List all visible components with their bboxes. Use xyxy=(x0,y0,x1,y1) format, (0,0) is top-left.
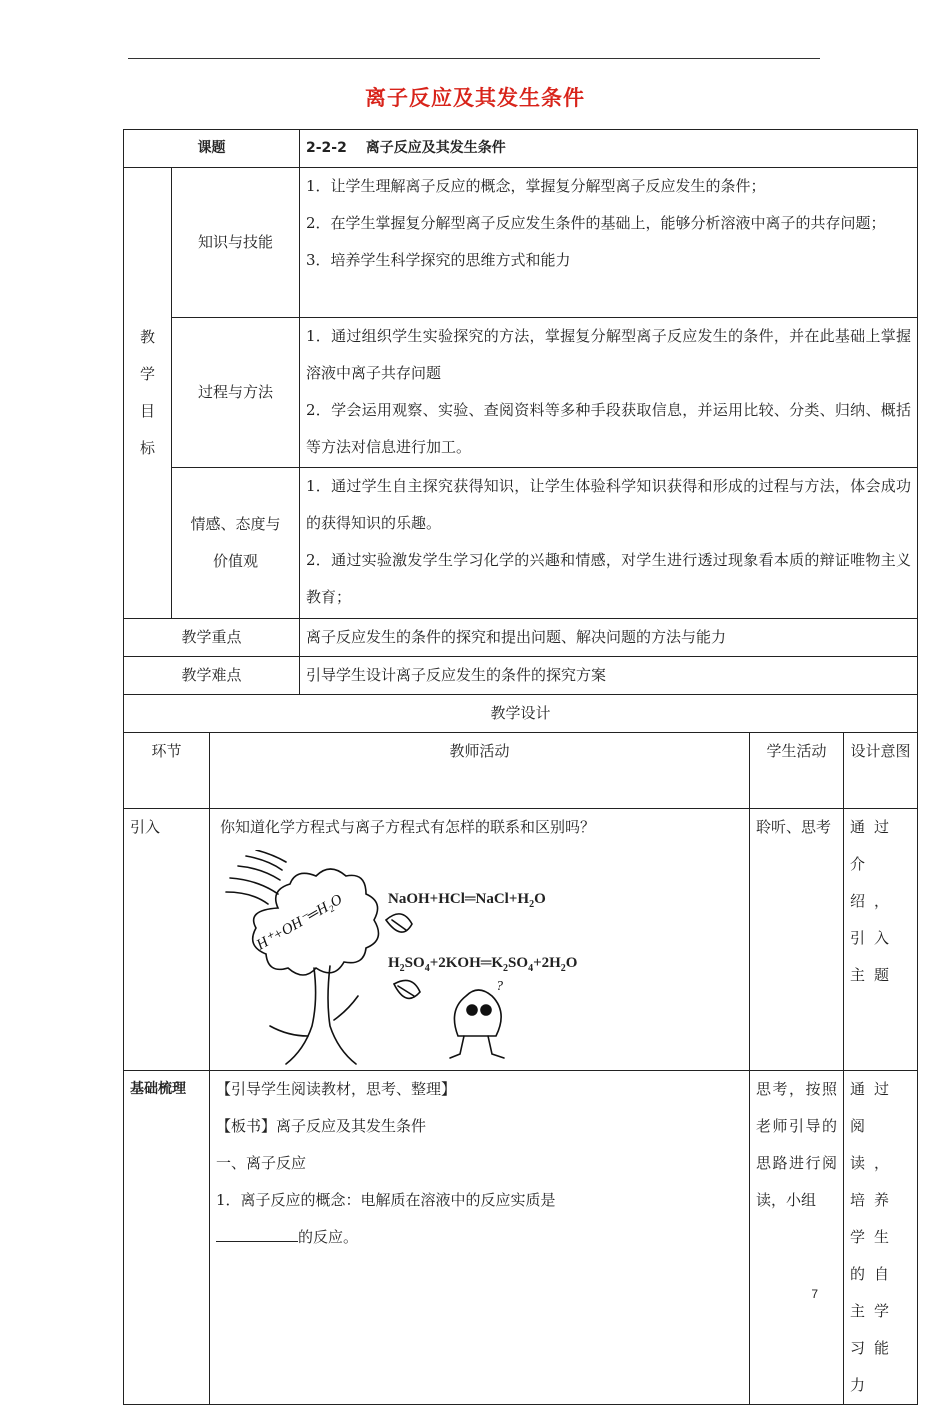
col-header-stage: 环节 xyxy=(124,733,210,809)
design-title: 教学设计 xyxy=(124,695,918,733)
col-header-teacher: 教师活动 xyxy=(210,733,750,809)
objective-content-knowledge: 1．让学生理解离子反应的概念，掌握复分解型离子反应发生的条件； 2．在学生掌握复分解型离子反应发生条件的基础上，能够分析溶液中离子的共存问题； 3．培养学生科学探究的思维方式和能力 xyxy=(300,168,918,318)
header-rule xyxy=(128,58,820,59)
key-point-value: 离子反应发生的条件的探究和提出问题、解决问题的方法与能力 xyxy=(300,619,918,657)
intro-illustration xyxy=(216,850,743,1070)
objective-label-process: 过程与方法 xyxy=(172,318,300,468)
difficulty-value: 引导学生设计离子反应发生的条件的探究方案 xyxy=(300,657,918,695)
topic-value: 2-2-2 离子反应及其发生条件 xyxy=(300,130,918,168)
objective-content-process: 1．通过组织学生实验探究的方法，掌握复分解型离子反应发生的条件，并在此基础上掌握溶液中离子共存问题 2．学会运用观察、实验、查阅资料等多种手段获取信息，并运用比较、分类、归纳、概括等方法对信息进行加工。 xyxy=(300,318,918,468)
teacher-activity-intro: 你知道化学方程式与离子方程式有怎样的联系和区别吗？ H⁺+OH⁻═H₂O ? $NaOH+HCl═NaCl+H_2O$ $H_2SO_4+2KOH═K_2SO_4+2H_2O$ xyxy=(210,809,750,1071)
page-title: 离子反应及其发生条件 xyxy=(365,86,585,110)
topic-label: 课题 xyxy=(124,130,300,168)
lesson-plan-table xyxy=(123,129,918,1405)
col-header-intent: 设计意图 xyxy=(844,733,918,809)
question-mark: ? xyxy=(496,979,503,994)
design-intent-intro: 通过介绍，引入主题 xyxy=(844,809,918,1071)
student-activity-intro: 聆听、思考 xyxy=(750,809,844,1071)
equation-2: $H_2SO_4+2KOH═K_2SO_4+2H_2O$ xyxy=(388,955,578,974)
design-intent-basics: 通过阅读，培养学生的自主学习能力 xyxy=(844,1071,918,1405)
col-header-student: 学生活动 xyxy=(750,733,844,809)
objective-content-attitude: 1．通过学生自主探究获得知识，让学生体验科学知识获得和形成的过程与方法，体会成功的获得知识的乐趣。 2．通过实验激发学生学习化学的兴趣和情感，对学生进行透过现象看本质的辩证唯物主义教育； xyxy=(300,468,918,619)
student-activity-basics: 思考，按照老师引导的思路进行阅读，小组 xyxy=(750,1071,844,1405)
difficulty-label: 教学难点 xyxy=(124,657,300,695)
tree-equation-text: H⁺+OH⁻═H₂O xyxy=(254,891,346,954)
fill-in-blank[interactable] xyxy=(216,1223,298,1242)
objectives-group-label: 教 学 目 标 xyxy=(124,168,172,619)
objective-label-attitude: 情感、态度与 价值观 xyxy=(172,468,300,619)
stage-intro: 引入 xyxy=(124,809,210,1071)
key-point-label: 教学重点 xyxy=(124,619,300,657)
teacher-activity-basics: 【引导学生阅读教材，思考、整理】 【板书】离子反应及其发生条件 一、离子反应 1．离子反应的概念：电解质在溶液中的反应实质是 的反应。 xyxy=(210,1071,750,1405)
stage-basics: 基础梳理 xyxy=(124,1071,210,1405)
page-number: 7 xyxy=(811,1287,818,1301)
equation-1: $NaOH+HCl═NaCl+H_2O$ xyxy=(388,891,546,910)
objective-label-knowledge: 知识与技能 xyxy=(172,168,300,318)
